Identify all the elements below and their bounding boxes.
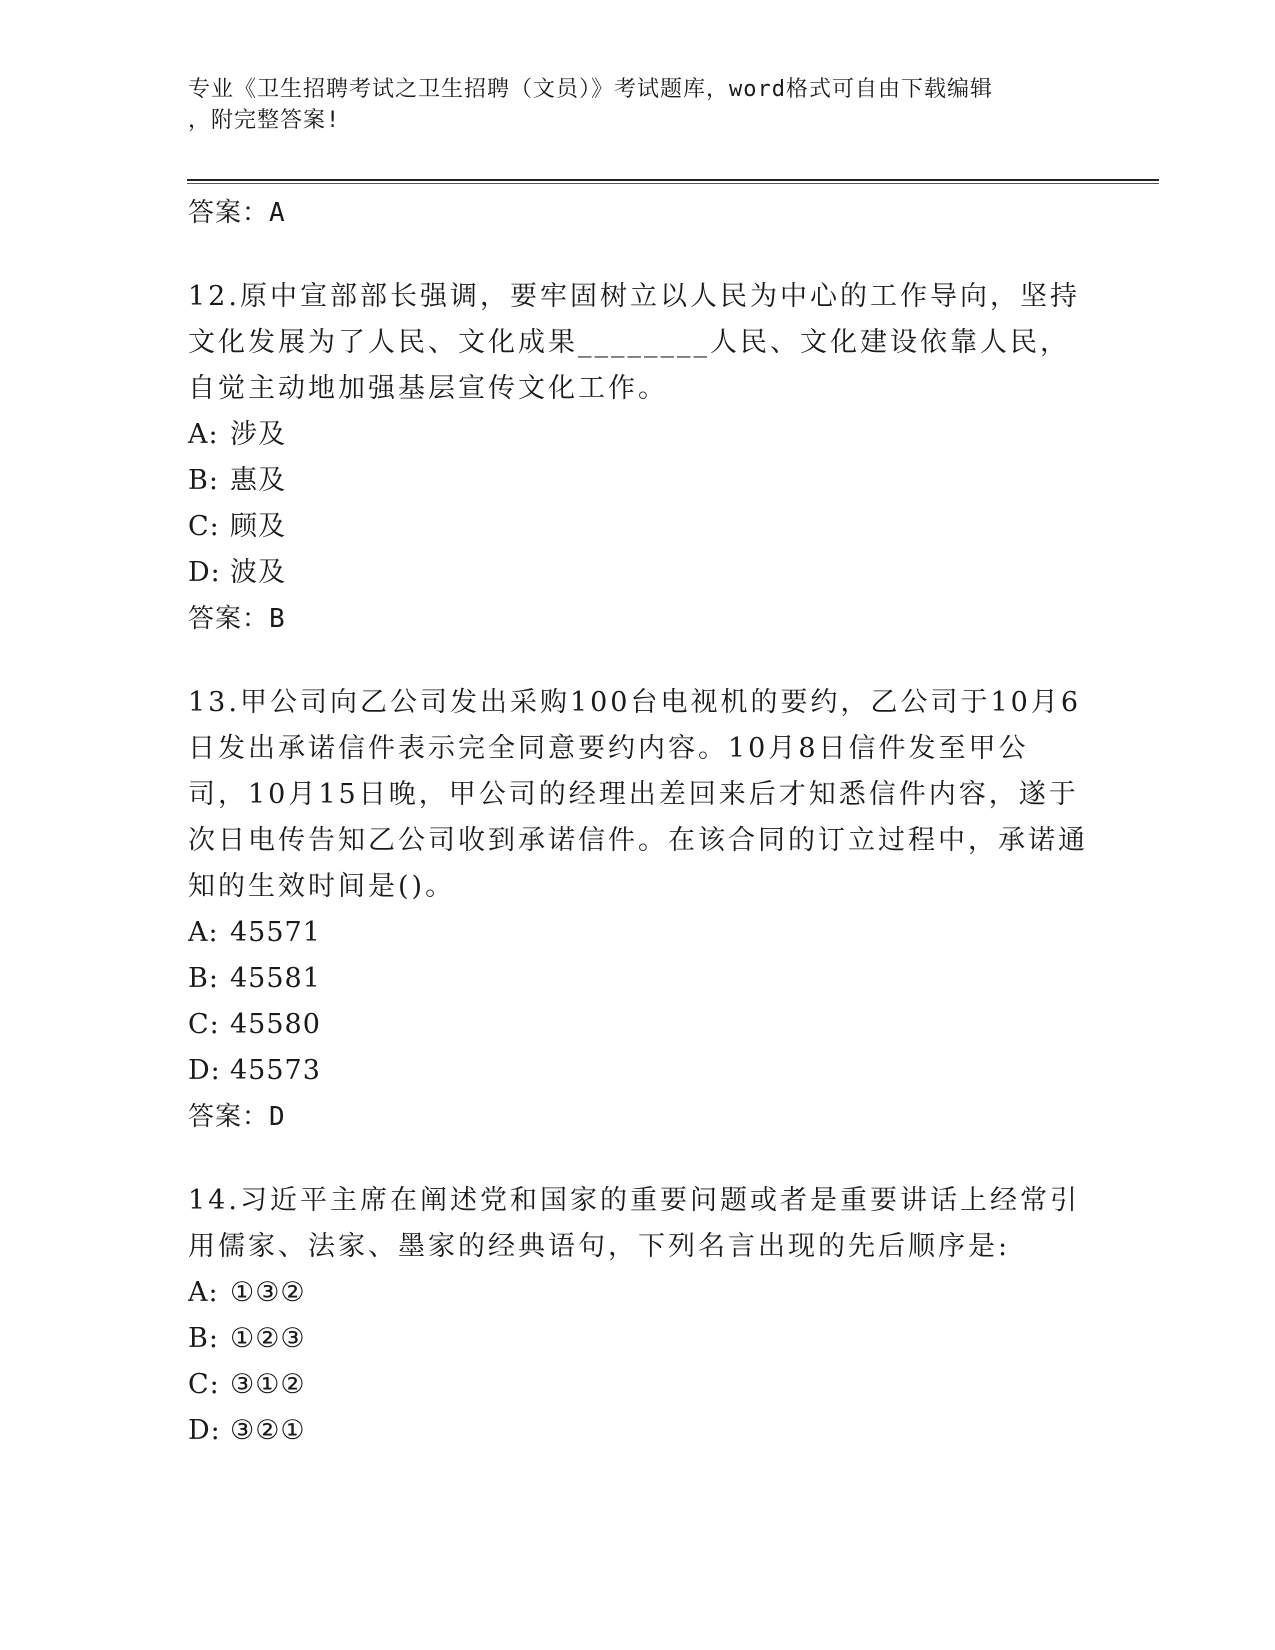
- option-c: [188, 1362, 1088, 1408]
- document-body: [188, 190, 1088, 1454]
- option-text: ①③②: [230, 1277, 306, 1308]
- option-text: ①②③: [230, 1323, 306, 1354]
- option-text: 涉及: [230, 419, 286, 450]
- option-text: 45581: [230, 963, 321, 994]
- option-text: 波及: [230, 557, 286, 588]
- option-letter: B:: [188, 1323, 219, 1354]
- option-a: [188, 1270, 1088, 1316]
- answer-label: 答案：B: [188, 604, 286, 634]
- option-letter: D:: [188, 557, 221, 588]
- option-text: 45571: [230, 917, 321, 948]
- answer-label: 答案：D: [188, 1102, 286, 1132]
- option-letter: D:: [188, 1415, 221, 1446]
- option-d: [188, 1048, 1088, 1094]
- option-text: 45580: [230, 1009, 321, 1040]
- question-stem: 14.习近平主席在阐述党和国家的重要问题或者是重要讲话上经常引用儒家、法家、墨家的经典语句，下列名言出现的先后顺序是:: [188, 1185, 1080, 1262]
- option-b: [188, 1316, 1088, 1362]
- header-line-2: ，附完整答案!: [188, 108, 341, 133]
- question-14: [188, 1178, 1088, 1454]
- option-letter: C:: [188, 511, 220, 542]
- option-text: 顾及: [230, 511, 286, 542]
- option-text: ③②①: [230, 1415, 306, 1446]
- option-b: [188, 458, 1088, 504]
- option-letter: C:: [188, 1009, 220, 1040]
- option-letter: A:: [188, 1277, 219, 1308]
- option-letter: B:: [188, 963, 219, 994]
- option-letter: C:: [188, 1369, 220, 1400]
- option-text: ③①②: [230, 1369, 306, 1400]
- option-a: [188, 412, 1088, 458]
- option-letter: A:: [188, 917, 219, 948]
- option-a: [188, 910, 1088, 956]
- option-d: [188, 1408, 1088, 1454]
- option-text: 惠及: [230, 465, 286, 496]
- option-c: [188, 1002, 1088, 1048]
- option-text: 45573: [230, 1055, 321, 1086]
- question-stem: 13.甲公司向乙公司发出采购100台电视机的要约，乙公司于10月6日发出承诺信件表示完全同意要约内容。10月8日信件发至甲公司，10月15日晚，甲公司的经理出差回来后才知悉信件内容，遂于次日电传告知乙公司收到承诺信件。在该合同的订立过程中，承诺通知的生效时间是()。: [188, 687, 1088, 902]
- option-letter: B:: [188, 465, 219, 496]
- option-b: [188, 956, 1088, 1002]
- option-c: [188, 504, 1088, 550]
- question-12: [188, 274, 1088, 642]
- header-line-1: 专业《卫生招聘考试之卫生招聘（文员）》考试题库，word格式可自由下载编辑: [188, 77, 993, 102]
- option-letter: A:: [188, 419, 219, 450]
- question-13: [188, 680, 1088, 1140]
- document-header: [188, 74, 1078, 136]
- option-letter: D:: [188, 1055, 221, 1086]
- header-divider-thin: [187, 183, 1159, 184]
- question-stem: 12.原中宣部部长强调，要牢固树立以人民为中心的工作导向，坚持文化发展为了人民、文化成果________人民、文化建设依靠人民，自觉主动地加强基层宣传文化工作。: [188, 281, 1080, 404]
- answer-label: 答案：A: [188, 198, 286, 228]
- option-d: [188, 550, 1088, 596]
- header-divider: [187, 179, 1159, 181]
